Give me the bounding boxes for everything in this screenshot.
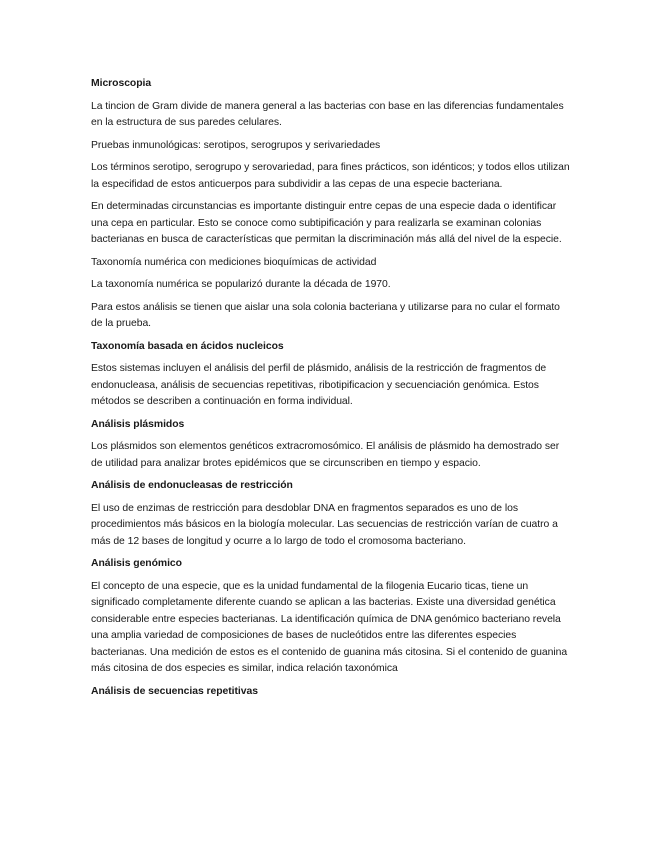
heading-endonucleasas: Análisis de endonucleasas de restricción xyxy=(91,480,293,491)
paragraph-subtipificacion: En determinadas circunstancias es importante distinguir entre cepas de una especie dada o identificar una cepa en particular. Esto se conoce como subtipificación y para realizarla se examinan colonias bacterianas en busca de características que permitan la discriminación más allá del nivel de la especie. xyxy=(91,201,562,245)
paragraph-taxonomia-numerica-title: Taxonomía numérica con mediciones bioquímicas de actividad xyxy=(91,256,377,268)
heading-analisis-genomico: Análisis genómico xyxy=(91,558,182,569)
heading-secuencias-repetitivas: Análisis de secuencias repetitivas xyxy=(91,685,258,697)
paragraph-gram: La tincion de Gram divide de manera general a las bacterias con base en las diferencias fundamentales en la estructura de sus paredes celulares. xyxy=(91,100,564,128)
paragraph-colonia: Para estos análisis se tienen que aislar una sola colonia bacteriana y utilizarse para no cular el formato de la prueba. xyxy=(91,301,560,329)
paragraph-pruebas-title: Pruebas inmunológicas: serotipos, serogrupos y serivariedades xyxy=(91,139,381,151)
document-body xyxy=(91,76,571,706)
paragraph-enzimas: El uso de enzimas de restricción para desdoblar DNA en fragmentos separados es uno de los procedimientos más básicos en la biología molecular. Las secuencias de restricción varían de cuatro a más de 12 bases de longitud y ocurre a lo largo de todo el cromosoma bacteriano. xyxy=(91,502,558,547)
paragraph-serotipo: Los términos serotipo, serogrupo y serovariedad, para fines prácticos, son idénticos; y todos ellos utilizan la especifidad de estos anticuerpos para subdividir a las cepas de una especie bacteriana. xyxy=(91,162,570,190)
heading-analisis-plasmidos: Análisis plásmidos xyxy=(91,418,185,430)
paragraph-taxonomia-1970: La taxonomía numérica se popularizó durante la década de 1970. xyxy=(91,279,391,290)
paragraph-sistemas: Estos sistemas incluyen el análisis del perfil de plásmido, análisis de la restricción de fragmentos de endonucleasa, análisis de secuencias repetitivas, ribotipificacion y secuenciación genómica. Estos métodos se describen a continuación en forma individual. xyxy=(91,363,547,407)
paragraph-especie: El concepto de una especie, que es la unidad fundamental de la filogenia Eucario ticas, tiene un significado completamente diferente cuando se aplican a las bacterias. Existe una diversidad genética considerable entre especies bacterianas. La identificación química de DNA genómico bacteriano revela una amplia variedad de composiciones de bases de nucleótidos entre las diferentes especies bacterianas. Una medición de estos es el contenido de guanina más citosina. Si el contenido de guanina más citosina de dos especies es similar, indica relación taxonómica xyxy=(91,580,568,674)
paragraph-plasmidos: Los plásmidos son elementos genéticos extracromosómico. El análisis de plásmido ha demostrado ser de utilidad para analizar brotes epidémicos que se circunscriben en tiempo y espacio. xyxy=(91,441,560,469)
heading-acidos-nucleicos: Taxonomía basada en ácidos nucleicos xyxy=(91,340,284,352)
heading-microscopia: Microscopia xyxy=(91,78,152,89)
